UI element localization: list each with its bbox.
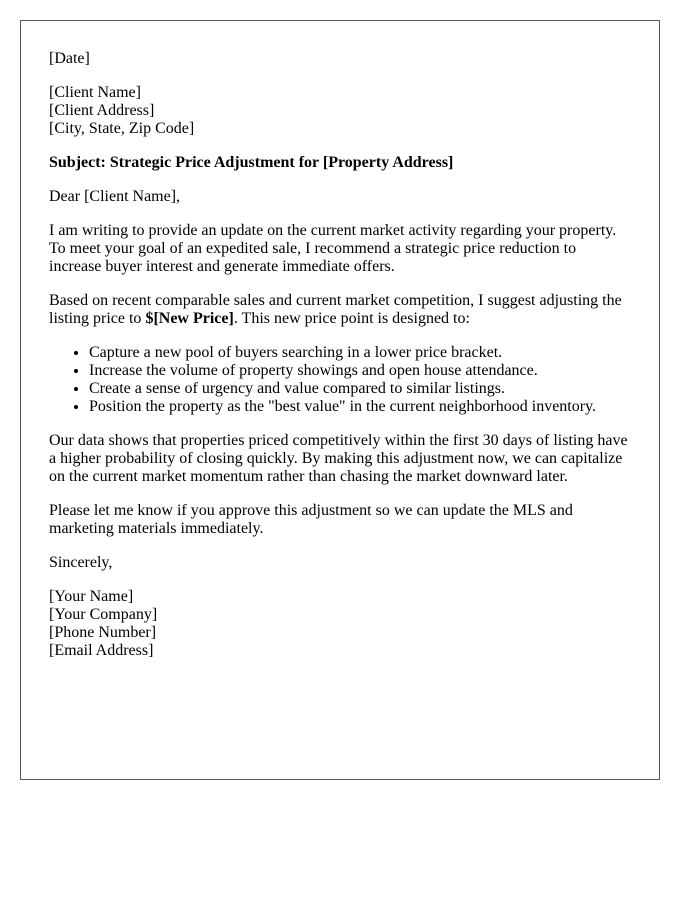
sender-email: [Email Address] — [49, 642, 154, 659]
sender-company: [Your Company] — [49, 606, 158, 623]
recipient-name: [Client Name] — [49, 84, 141, 101]
salutation: Dear [Client Name], — [49, 188, 181, 205]
list-item: • Capture a new pool of buyers searching in a lower price bracket. — [89, 344, 631, 362]
paragraph-2-text-after: . This new price point is designed to: — [233, 310, 470, 327]
recipient-address-block — [49, 84, 631, 138]
paragraph-2-text-before: Based on recent comparable sales and current market competition, I suggest adjusting the listing price to — [49, 292, 622, 327]
letter-page — [20, 20, 660, 780]
body-paragraph-4: Please let me know if you approve this adjustment so we can update the MLS and marketing materials immediately. — [49, 502, 573, 537]
sender-name: [Your Name] — [49, 588, 134, 605]
sender-phone: [Phone Number] — [49, 624, 157, 641]
date-line — [49, 50, 631, 68]
sender-signature-block — [49, 588, 631, 660]
list-item: • Position the property as the "best value" in the current neighborhood inventory. — [89, 398, 631, 416]
body-paragraph-1: I am writing to provide an update on the current market activity regarding your property. To meet your goal of an expedited sale, I recommend a strategic price reduction to increase buyer interest and generate immediate offers. — [49, 222, 617, 275]
body-paragraph-2 — [49, 292, 631, 328]
closing: Sincerely, — [49, 554, 113, 571]
list-item: • Create a sense of urgency and value compared to similar listings. — [89, 380, 631, 398]
benefits-list — [49, 344, 631, 416]
new-price-placeholder: $[New Price] — [145, 310, 234, 327]
subject-line: Subject: Strategic Price Adjustment for [Property Address] — [49, 154, 454, 171]
recipient-address: [Client Address] — [49, 102, 155, 119]
recipient-city-state-zip: [City, State, Zip Code] — [49, 120, 195, 137]
body-paragraph-3: Our data shows that properties priced competitively within the first 30 days of listing have a higher probability of closing quickly. By making this adjustment now, we can capitalize on the current market momentum rather than chasing the market downward later. — [49, 432, 628, 485]
list-item: • Increase the volume of property showings and open house attendance. — [89, 362, 631, 380]
date: [Date] — [49, 50, 90, 67]
